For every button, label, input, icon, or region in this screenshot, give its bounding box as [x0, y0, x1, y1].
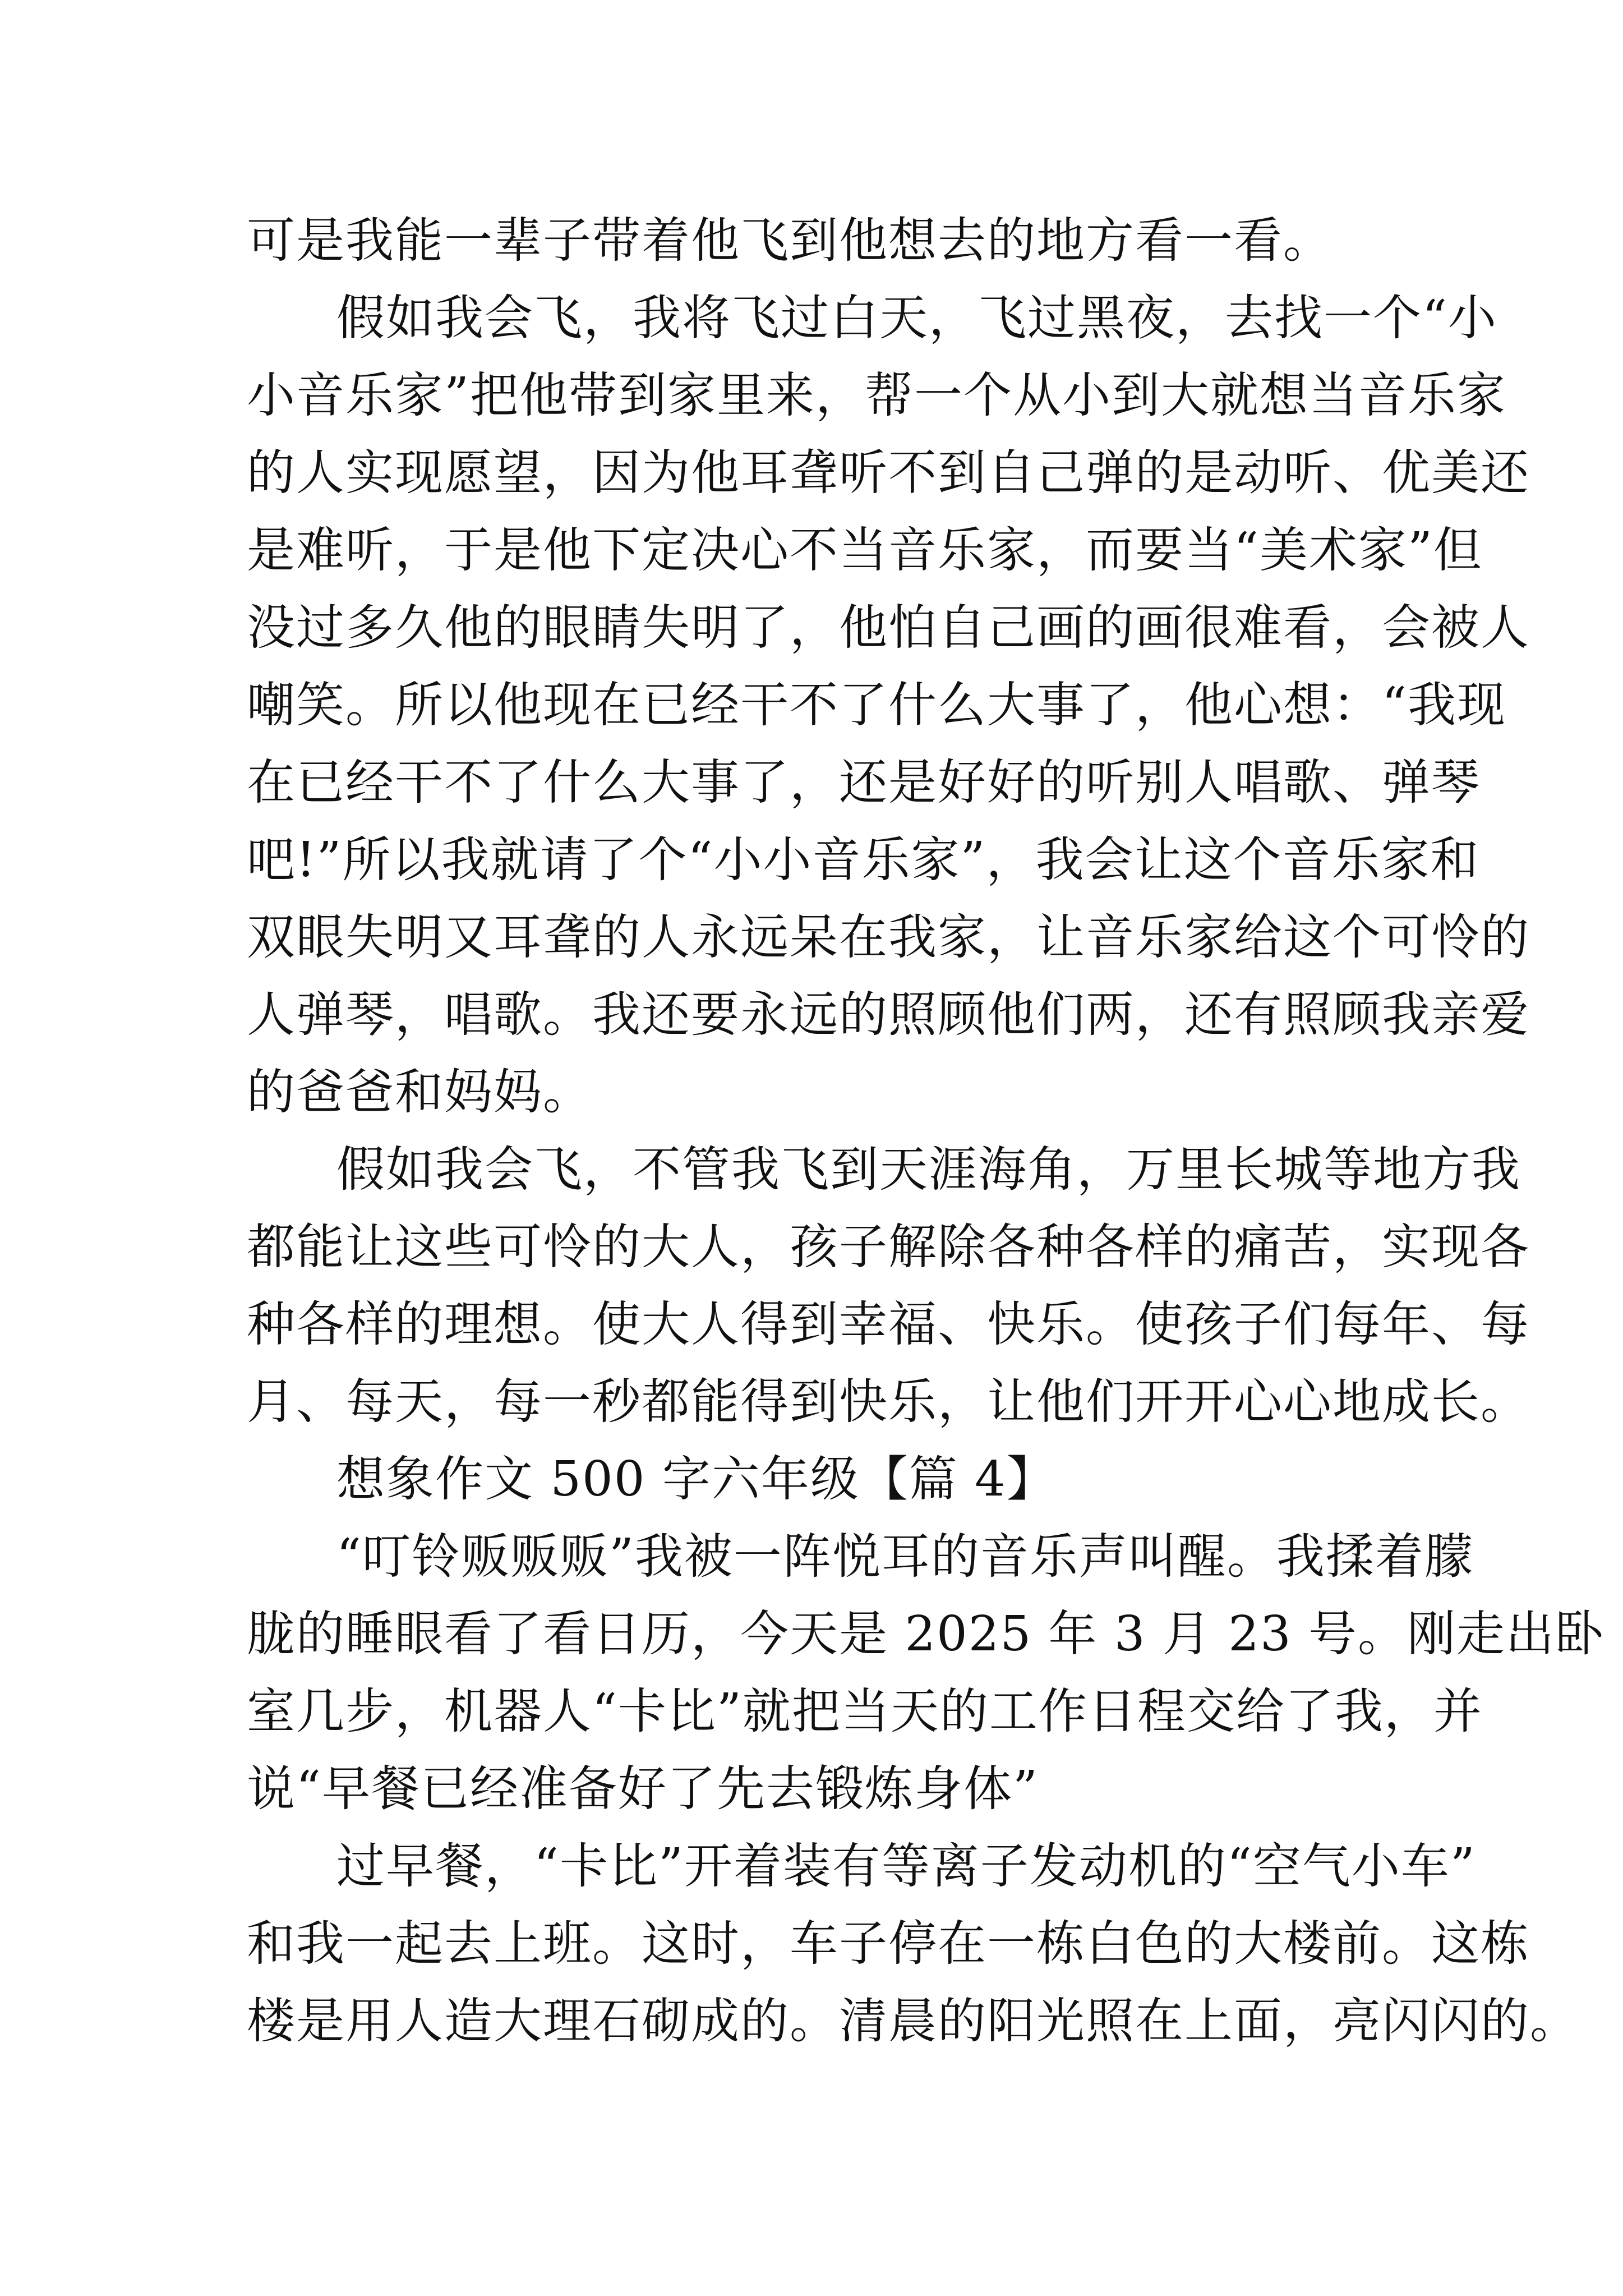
text-line: 室几步，机器人“卡比”就把当天的工作日程交给了我，并: [247, 1683, 1483, 1740]
text-line: 吧!”所以我就请了个“小小音乐家”，我会让这个音乐家和: [247, 832, 1480, 888]
text-line: 没过多久他的眼睛失明了，他怕自己画的画很难看，会被人: [247, 600, 1530, 656]
text-line: 可是我能一辈子带着他飞到他想去的地方看一看。: [247, 213, 1332, 269]
text-line: 种各样的理想。使大人得到幸福、快乐。使孩子们每年、每: [247, 1296, 1530, 1352]
text-line: 嘲笑。所以他现在已经干不了什么大事了，他心想：“我现: [247, 677, 1506, 733]
text-line: 楼是用人造大理石砌成的。清晨的阳光照在上面，亮闪闪的。: [247, 1993, 1579, 2049]
text-line: 在已经干不了什么大事了，还是好好的听别人唱歌、弹琴: [247, 754, 1481, 811]
text-line: 和我一起去上班。这时，车子停在一栋白色的大楼前。这栋: [247, 1916, 1530, 1972]
text-line: 小音乐家”把他带到家里来，帮一个从小到大就想当音乐家: [247, 367, 1506, 424]
paragraph-start-line: 假如我会飞，我将飞过白天，飞过黑夜，去找一个“小: [336, 290, 1497, 346]
text-line: 的人实现愿望，因为他耳聋听不到自己弹的是动听、优美还: [247, 445, 1530, 501]
text-line: 的爸爸和妈妈。: [247, 1064, 592, 1120]
text-line: 月、每天，每一秒都能得到快乐，让他们开开心心地成长。: [247, 1374, 1530, 1430]
text-line: 人弹琴，唱歌。我还要永远的照顾他们两，还有照顾我亲爱: [247, 987, 1530, 1043]
paragraph-start-line: “叮铃贩贩贩”我被一阵悦耳的音乐声叫醒。我揉着朦: [336, 1529, 1474, 1585]
section-heading: 想象作文 500 字六年级【篇 4】: [336, 1451, 1056, 1507]
document-body: [247, 202, 1605, 2060]
text-line: 都能让这些可怜的大人，孩子解除各种各样的痛苦，实现各: [247, 1219, 1530, 1275]
paragraph-start-line: 假如我会飞，不管我飞到天涯海角，万里长城等地方我: [336, 1142, 1521, 1198]
paragraph-start-line: 过早餐，“卡比”开着装有等离子发动机的“空气小车”: [336, 1838, 1476, 1894]
text-line: 说“早餐已经准备好了先去锻炼身体”: [247, 1761, 1039, 1817]
text-line: 是难听，于是他下定决心不当音乐家，而要当“美术家”但: [247, 522, 1483, 578]
text-line: 胧的睡眼看了看日历，今天是 2025 年 3 月 23 号。刚走出卧: [247, 1606, 1605, 1662]
text-line: 双眼失明又耳聋的人永远呆在我家，让音乐家给这个可怜的: [247, 909, 1530, 965]
